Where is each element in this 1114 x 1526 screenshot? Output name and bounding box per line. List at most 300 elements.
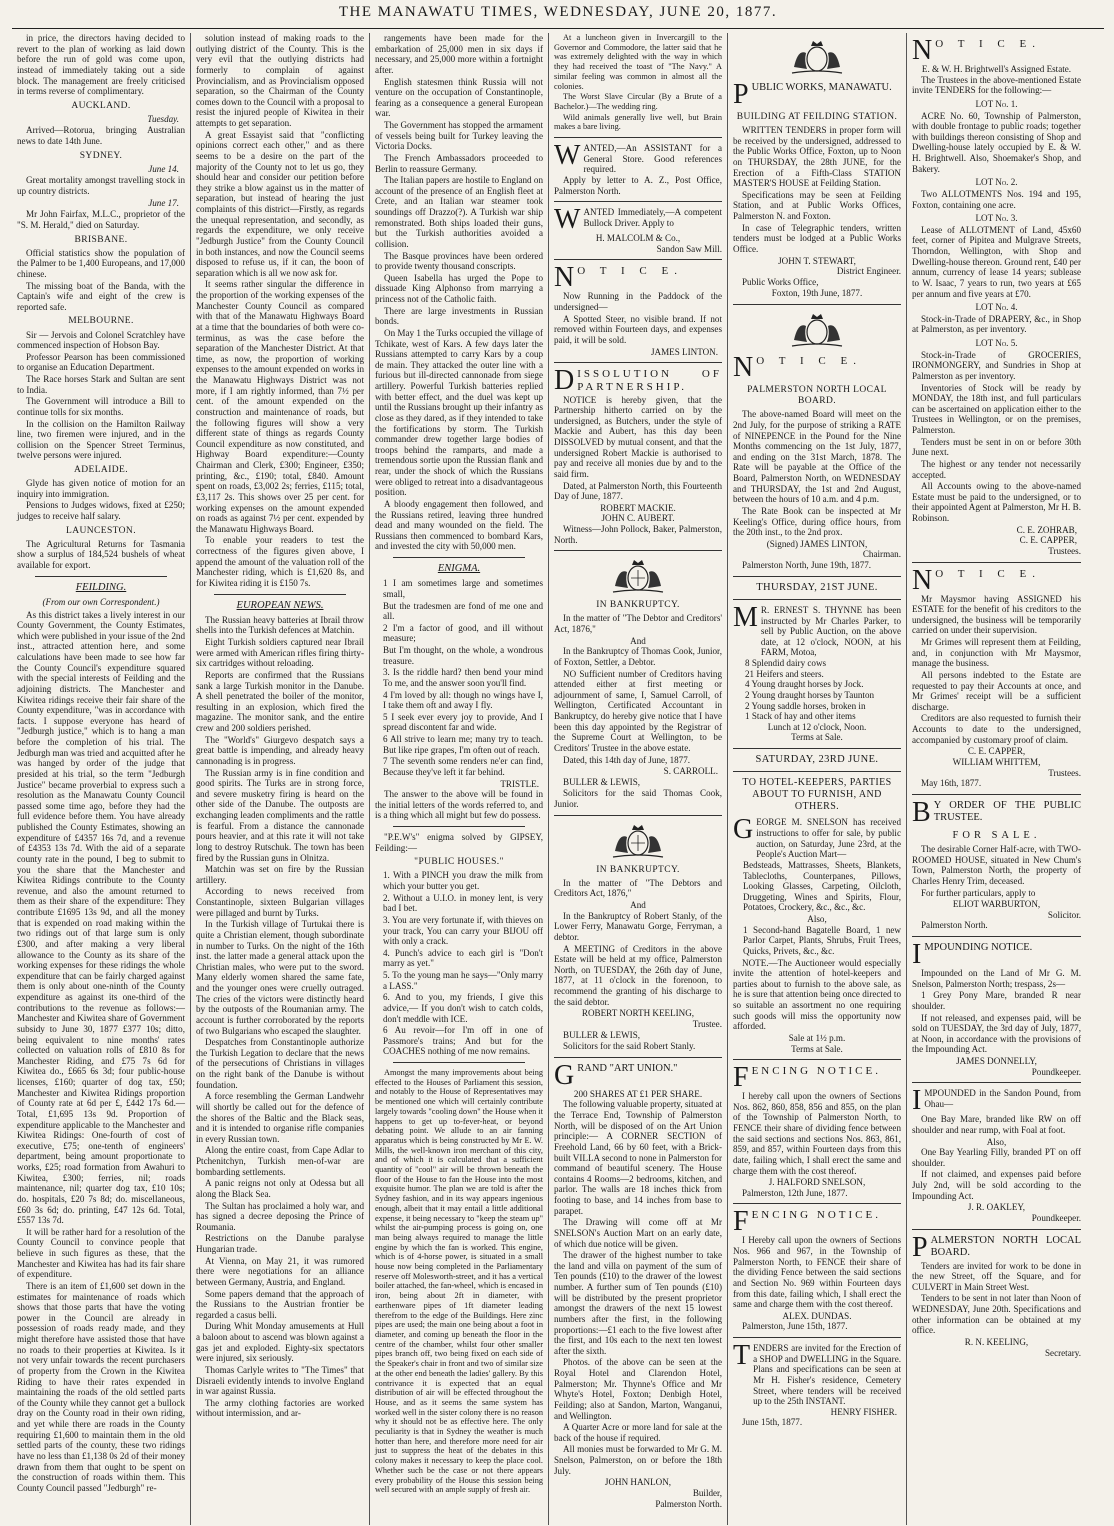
adelaide-text-1: Glyde has given notice of motion for an inquiry into immigration. [17, 478, 185, 499]
list-item: 2 Young saddle horses, broken in [745, 700, 866, 711]
lot-5-heading: LOT No. 5. [975, 338, 1018, 348]
dissolution-heading: ISSOLUTION OF PARTNERSHIP. [577, 368, 722, 394]
verse-line: 2. Without a U.I.O. in money lent, is very bad I bet. [383, 892, 543, 914]
section-divider [35, 576, 167, 577]
melbourne-text-1: Sir — Jervois and Colonel Scratchley have commenced inspection of Hobson Bay. [17, 329, 185, 351]
ad-divider [733, 599, 901, 600]
bankruptcy-1-solicitors: Solicitors for the said Thomas Cook, Junior. [554, 788, 722, 810]
snelson-terms: Terms at Sale. [791, 1043, 843, 1054]
adelaide-text-2: Pensions to Judges widows, fixed at £250; judges to receive half salary. [17, 500, 185, 522]
drop-cap: W [554, 140, 581, 172]
lot-2-heading: LOT No. 2. [975, 177, 1018, 188]
local-board-tenders-text-2: Tenders to be sent in not later than Noon of WEDNESDAY, June 20th. Specifications and other information can be obtained at my office. [912, 1293, 1081, 1336]
local-board-signature: (Signed) JAMES LINTON, [766, 538, 868, 549]
public-trustee-heading: Y ORDER OF THE PUBLIC TRUSTEE. [933, 799, 1081, 824]
section-divider [393, 826, 525, 827]
brightwell-subheading: E. & W. H. Brightwell's Assigned Estate. [921, 64, 1072, 74]
news-item: The Russian army is in fine condition and good spirits. The Turks are in strong force, and severe musketry firing is heard on the other side of the Danube. The outposts are exchanging leaden compliments and the rattle is fearful. From a distance the cannonade pours heavier, and at this rate it will not take long to destroy Rutschuk. The town has been fired by the Russian guns in Olnitza. [196, 767, 364, 863]
art-union-ad [554, 1059, 722, 1091]
list-item: 21 Heifers and steers. [745, 668, 824, 679]
thynne-text: R. ERNEST S. THYNNE has been instructed by Mr Charles Parker, to sell by Public Auction, on the above date, at 12 o'clock, NOON, at his FARM, Motoa, [760, 604, 901, 658]
news-item: Matchin was set on fire by the Russian artillery. [196, 864, 364, 885]
bankruptcy-1-heading: IN BANKRUPTCY. [596, 600, 680, 611]
news-item: A bloody engagement then followed, and the Russians retired, leaving three hundred dead and many wounded on the field. The Russians then commenced to bombard Kars, and invested the city with 50,000 men. [375, 498, 543, 552]
masthead-title: THE MANAWATU TIMES, WEDNESDAY, JUNE 20, 1877. [338, 4, 778, 20]
drop-cap: N [554, 262, 575, 294]
verse-line: But the tradesmen are fond of me one and all. [383, 600, 543, 622]
ad-divider [733, 771, 901, 772]
ad-divider [554, 550, 722, 551]
for-sale-heading: FOR SALE. [952, 829, 1041, 841]
local-board-tenders-title: Secretary. [1044, 1347, 1081, 1358]
wanted-ad-2-signature: H. MALCOLM & Co., [595, 233, 681, 244]
thynne-lunch: Lunch at 12 o'clock, Noon. [767, 721, 867, 732]
wanted-ad-2-place: Sandon Saw Mill. [656, 243, 722, 254]
drop-cap: F [733, 1206, 749, 1238]
maysmor-text-3: All persons indebted to the Estate are requested to pay their Accounts at once, and Mr Grimes' receipt will be a sufficient discharge. [912, 669, 1081, 712]
news-item: A panic reigns not only at Odessa but all along the Black Sea. [196, 1178, 364, 1199]
brightwell-text: The Trustees in the above-mentioned Estate invite TENDERS for the following:— [912, 74, 1081, 96]
bankruptcy-2-text: A MEETING of Creditors in the above Estate will be held at my office, Palmerston North, on TUESDAY, the 26th day of June, 1877, at 11 o'clock in the forenoon, to recommend the granting of his discharge to the said debtor. [554, 943, 722, 1007]
public-houses-heading: "PUBLIC HOUSES." [414, 857, 504, 868]
feilding-paragraph-3: There is an item of £1,600 set down in the estimates for maintenance of roads which shows that those parts that have the voting power in the Council are already in possession of roads ready made, and they might therefore have assisted those that have no roads to their properties at Kiwitea. Is it not very unfair towards the recent purchasers of property from the Crown in the Kiwitea Riding to have their rates expended in maintaining the roads of the old settled parts of the County while they cannot get a bullock dray on the County road in their own riding, and yet while there are roads in the County requiring £1,600 to maintain them in the old settled parts of the county, these two ridings have no less than £1,138 0s 2d of their money drawn from them that ought to be spent on the construction of roads within them. This County Council passed "Jedburgh" re- [17, 1280, 185, 1493]
maysmor-text-2: Mr Grimes will represent them at Feilding, and, in conjunction with Mr Maysmor, manage the business. [912, 637, 1081, 669]
bankruptcy-2-matter: In the matter of "The Debtors and Creditors Act, 1876," [554, 877, 722, 899]
news-item: English statesmen think Russia will not venture on the occupation of Constantinople, fearing as a consequence a general European war. [375, 76, 543, 119]
thynne-ad [733, 601, 901, 658]
section-divider [393, 1062, 525, 1063]
ad-divider [912, 794, 1081, 795]
public-works-text-2: Specifications may be seen at Feilding Station, and at Public Works Offices, Palmerston N. and Foxton. [733, 189, 901, 222]
column-6 [907, 33, 1086, 1525]
maysmor-title: Trustees. [1048, 767, 1081, 778]
snelson-also-items: 1 Second-hand Bagatelle Board, 1 new Parlor Carpet, Plants, Shrubs, Fruit Trees, Quicks, Privets, &c., &c. [743, 924, 901, 956]
ad-divider [912, 562, 1081, 563]
maysmor-signature-2: WILLIAM WHITTEM, [952, 756, 1041, 767]
public-works-title: District Engineer. [836, 266, 901, 277]
bankruptcy-1-matter: In the matter of "The Debtor and Creditors' Act, 1876," [554, 613, 722, 635]
ad-divider [554, 1057, 722, 1058]
drop-cap: G [733, 814, 754, 846]
wanted-ad-1 [554, 140, 722, 175]
adelaide-heading: ADELAIDE. [74, 465, 128, 476]
lot-4-heading: LOT No. 4. [975, 302, 1018, 313]
fencing-notice-2-date: Palmerston, June 15th, 1877. [742, 1321, 848, 1332]
news-item: A force resembling the German Landwehr will shortly be called out for the defence of the shores of the Baltic and the Black seas, and it is intended to organise rifle companies in every Russian town. [196, 1091, 364, 1144]
enigma-heading: ENIGMA. [437, 563, 481, 574]
news-item: The French Ambassadors proceeded to Berlin to reassure Germany. [375, 152, 543, 174]
royal-crest-icon [786, 37, 848, 77]
saturday-heading: SATURDAY, 23RD JUNE. [755, 754, 879, 766]
sydney-heading: SYDNEY. [79, 150, 123, 161]
news-item: The Russian heavy batteries at Ibrail throw shells into the Turkish defences at Matchin. [196, 614, 364, 636]
news-item: The Italian papers are hostile to England on account of the presence of an English fleet at Crete, and an Italian war steamer took soundings off Drazzo(?). A Turkish war ship remonstrated. Both ships loaded their guns, but the Turkish authorities avoided a collision. [375, 175, 543, 249]
for-sale-text-2: For further particulars, apply to [921, 887, 1036, 898]
bankruptcy-1-signature: S. CARROLL. [663, 766, 718, 777]
column-5 [728, 33, 907, 1525]
melbourne-text-4: The Government will introduce a Bill to continue tolls for six months. [17, 396, 185, 417]
enigma-signature: TRISTLE. [500, 778, 539, 789]
verse-line: 3. Is the riddle hard? then bend your mind To me, and the answer soon you'll find. [383, 667, 543, 688]
news-item: During Whit Monday amusements at Hull a baloon about to ascend was blown against a gas jet and exploded. Eighty-six spectators were injured, six seriously. [196, 1321, 364, 1364]
hotel-keepers-heading: TO HOTEL-KEEPERS, PARTIES ABOUT TO FURNISH, AND OTHERS. [742, 777, 892, 812]
local-board-title: Chairman. [862, 549, 901, 560]
royal-crest-icon [607, 821, 669, 861]
bankruptcy-2-debtor: In the Bankruptcy of Robert Stanly, of the Lower Ferry, Manawatu Gorge, Ferryman, a debtor. [554, 910, 722, 942]
impounding-notice-1-title: Poundkeeper. [1031, 1066, 1081, 1077]
ad-divider [554, 137, 722, 138]
maysmor-signature-1: C. E. CAPPER, [967, 746, 1026, 757]
wanted-ad-1-text: ANTED,—An ASSISTANT for a General Store. Good references required. [583, 143, 722, 175]
public-trustee-ad [912, 796, 1081, 828]
brightwell-signature-2: C. E. CAPPER, [1019, 535, 1077, 546]
art-union-text-1: The following valuable property, situated at the Terrace End, Township of Palmerston North, will be disposed of on the Art Union principle:— A CORNER SECTION of Freehold Land, 66 by 60 feet, with a Brick-built VILLA second to none in Palmerston for command of beautiful scenery. The House contains 4 Rooms—2 bedrooms, kitchen, and parlor. The walls are 18 inches thick from footing to base, and 14 inches from base to parapet. [554, 1099, 723, 1216]
lot-1-text: ACRE No. 60, Township of Palmerston, with double frontage to public roads; together with buildings thereon consisting of Shop and Dwelling-house lately occupied by E. & W. H. Brightwell. Also, Shoemaker's Shop, and Bakery. [912, 110, 1081, 174]
art-union-text-3: The drawer of the highest number to take the land and villa on payment of the sum of Ten pounds (£10) to the drawer of the lowest number. A further sum of Ten pounds (£10) will be distributed by the present proprietor amongst the drawers of the next 15 lowest numbers after the first, in the following proportions:—£1 each to the five lowest after the first, and 10s each to the next ten lowest after the sixth. [554, 1250, 722, 1356]
list-item: 8 Splendid dairy cows [745, 658, 827, 669]
news-item: Despatches from Constantinople authorize the Turkish Legation to declare that the news of the persecutions of Christians in villages on the right bank of the Danube is without foundation. [196, 1037, 364, 1090]
bankruptcy-1-date: Dated, this 14th day of June, 1877. [563, 754, 691, 765]
enigma-answer: The answer to the above will be found in the initial letters of the words referred to, and is a thing which all might but few do possess. [375, 789, 543, 821]
bankruptcy-2-signature: ROBERT NORTH KEELING, [581, 1008, 695, 1019]
bankruptcy-2-heading: IN BANKRUPTCY. [596, 864, 680, 875]
art-union-shares: 200 SHARES AT £1 PER SHARE. [573, 1088, 703, 1099]
lot-3-text: Lease of ALLOTMENT of Land, 45x60 feet, corner of Pipitea and Mulgrave Streets, Thorndon, Wellington, with Shop and Dwelling-house thereon. Ground rent, £40 per annum, currency of lease 14 years; sublease to W. Isaac, 7 years to run, two years at £65 per annum and five years at £70. [912, 224, 1081, 299]
ad-divider [733, 748, 901, 749]
list-item: 1 Stack of hay and other items [745, 711, 856, 722]
news-item: According to news received from Constantinople, sixteen Bulgarian villages were pillaged and burnt by Turks. [196, 886, 364, 918]
impounding-notice-1-text: Impounded on the Land of Mr G. M. Snelson, Palmerston North; trespass, 2s— [912, 968, 1081, 989]
local-board-tenders [912, 1231, 1081, 1263]
impounding-notice-1-text-2: If not released, and expenses paid, will be sold on TUESDAY, the 3rd day of July, 1877, at Noon, in accordance with the provisions of the Impounding Act. [912, 1012, 1081, 1055]
maysmor-text-1: Mr Maysmor having ASSIGNED his ESTATE for the benefit of his creditors to the undersigned, the business will be temporarily carried on under their supervision. [912, 593, 1081, 636]
notice-signature: JAMES LINTON. [650, 346, 718, 357]
dissolution-witness: Witness—John Pollock, Baker, Palmerston, North. [554, 524, 722, 545]
bankruptcy-1-firm: BULLER & LEWIS, [563, 776, 641, 787]
public-works-text-1: WRITTEN TENDERS in proper form will be received by the undersigned, addressed to the Public Works Office, Foxton, up to Noon on THURSDAY, the 28th JUNE, for the Erection of a Fifth-Class STATION MASTER'S HOUSE at Feilding Station. [733, 125, 901, 189]
local-board-date: Palmerston North, June 19th, 1877. [742, 560, 872, 571]
news-item: Thomas Carlyle writes to "The Times" that Disraeli evidently intends to involve England in war against Russia. [196, 1364, 364, 1397]
dissolution-signature-2: JOHN C. AUBERT. [601, 513, 675, 524]
for-sale-title: Solicitor. [1047, 909, 1081, 920]
brisbane-text-2: The missing boat of the Banda, with the Captain's wife and eight of the crew is reported safe. [17, 280, 185, 312]
art-union-text-2: The Drawing will come off at Mr SNELSON's Auction Mart on an early date, of which due notice will be given. [554, 1217, 722, 1249]
notice-text-2: A Spotted Steer, no visible brand. If not removed within Fourteen days, and expenses paid, it will be sold. [554, 313, 722, 345]
snelson-text: EORGE M. SNELSON has received instructions to offer for sale, by public auction, on Saturday, June 23rd, at the People's Auction Mart— [756, 817, 901, 860]
brightwell-text-2: Inventories of Stock will be ready by MONDAY, the 18th inst, and full particulars can be ascertained on application either to the Trustees in Wellington, or on the premises, Palmerston. [912, 382, 1081, 435]
wild-animals-item: Wild animals generally live well, but Brain makes a bare living. [554, 112, 722, 132]
feilding-cont-2: A great Essayist said that "conflicting opinions correct each other," and as there seems to be a desire on the part of the majority of the County not to let us go, they should hear and consider our petition before they strike a blow against us in the matter of separation, but instead of hearing the just complaints of this district—Firstly, as regards the unequal representation, and secondly, as regards the expenditure, we only receive "Jedburgh Justice" from the County Council in both instances, and now the Council seems disposed to refuse us, if it can, the boon of separation which is all we now ask for. [196, 129, 364, 278]
art-union-place: Palmerston North. [655, 1498, 722, 1509]
column-1 [12, 33, 191, 1525]
auckland-text: Arrived—Rotorua, bringing Australian news to date 14th June. [17, 125, 185, 147]
local-board-subheading: PALMERSTON NORTH LOCAL BOARD. [747, 385, 887, 407]
bankruptcy-2-title: Trustee. [692, 1018, 722, 1029]
sydney-text-2: Mr John Fairfax, M.L.C., proprietor of the "S. M. Herald," died on Saturday. [17, 209, 185, 230]
melbourne-text-2: Professor Pearson has been commissioned to organise an Education Department. [17, 351, 185, 373]
impounding-notice-1-item: 1 Grey Pony Mare, branded R near shoulder. [912, 990, 1081, 1011]
news-item: Some papers demand that the approach of the Russians to the Austrian frontier be regarded a casus belli. [196, 1288, 364, 1320]
slave-item: The Worst Slave Circular (By a Brute of a Bachelor.)—The wedding ring. [554, 92, 722, 111]
ad-divider [554, 259, 722, 260]
fencing-notice-2-heading: ENCING NOTICE. [751, 1209, 881, 1222]
impounding-notice-1-signature: JAMES DONNELLY, [956, 1056, 1037, 1067]
drop-cap: F [733, 1062, 749, 1094]
enigma-verse [375, 578, 543, 777]
launceston-heading: LAUNCESTON. [66, 525, 136, 536]
thynne-terms: Terms at Sale. [791, 732, 843, 743]
art-union-title: Builder, [692, 1487, 722, 1498]
enigma-solved: "P.E.W's" enigma solved by GIPSEY, Feilding:— [375, 832, 543, 853]
wanted-ad-2-text: ANTED Immediately,—A competent Bullock Driver. Apply to [583, 207, 722, 228]
auckland-date: Tuesday. [147, 113, 179, 124]
auckland-heading: AUCKLAND. [71, 100, 131, 111]
news-item: Queen Isabella has urged the Pope to dissuade King Alphonso from marrying a princess not of the Catholic faith. [375, 272, 543, 304]
impounding-notice-1-heading: MPOUNDING NOTICE. [924, 942, 1033, 954]
brightwell-notice-heading: O T I C E. [935, 38, 1041, 50]
dissolution-text: NOTICE is hereby given, that the Partnership hitherto carried on by the undersigned, as Butchers, under the style of Mackie and Aubert, has this day been DISSOLVED by mutual consent, and that the undersigned Robert Mackie is authorised to pay and receive all monies due by and to the said firm. [554, 394, 722, 479]
art-union-text-5: A Quarter Acre or more land for sale at the back of the house if required. [554, 1422, 722, 1443]
ad-divider [733, 1337, 901, 1338]
section-divider [214, 594, 346, 595]
bankruptcy-2-firm: BULLER & LEWIS, [563, 1029, 641, 1040]
launceston-text: The Agricultural Returns for Tasmania show a surplus of 184,524 bushels of wheat available for export. [17, 538, 185, 571]
news-item: Along the entire coast, from Cape Adlar to Ptchenitchyn, Turkish men-of-war are bombarding settlements. [196, 1145, 364, 1177]
sydney-text-1: Great mortality amongst travelling stock in up country districts. [17, 175, 185, 197]
verse-line: 6 Au revoir—for I'm off in one of Passmore's trains; And but for the COACHES nothing of me now remains. [383, 1025, 543, 1057]
melbourne-heading: MELBOURNE. [68, 316, 134, 327]
feilding-heading: FEILDING. [75, 581, 127, 593]
sydney-date-1: June 14. [148, 163, 179, 174]
melbourne-text-3: The Race horses Stark and Sultan are sent to India. [17, 374, 185, 395]
maysmor-date: May 16th, 1877. [921, 778, 982, 789]
lot-3-heading: LOT No. 3. [975, 213, 1018, 224]
fencing-notice-1-signature: J. HALFORD SNELSON, [768, 1177, 866, 1188]
local-board-tenders-signature: R. N. KEELING, [964, 1336, 1029, 1347]
ad-divider [733, 576, 901, 577]
wanted-ad-2 [554, 204, 722, 236]
column-3 [370, 33, 549, 1525]
royal-crest-icon [607, 556, 669, 596]
fencing-notice-1 [733, 1062, 901, 1094]
bankruptcy-2-and: And [630, 900, 646, 910]
drop-cap: P [733, 79, 749, 110]
verse-line: 1 I am sometimes large and sometimes small, [383, 578, 543, 599]
drop-cap: M [733, 601, 758, 633]
tenders-signature: HENRY FISHER. [830, 1406, 897, 1417]
local-board-text-1: The above-named Board will meet on the 2nd July, for the purpose of striking a RATE of NINEPENCE in the Pound for the Nine Months commencing on the 1st July, 1877, and ending on the 31st March, 1878. The Rate will be payable at the Office of the Board, Palmerston North, on WEDNESDAY and THURSDAY, the 1st and 2nd August, between the hours of 10 a.m. and 4 p.m. [733, 409, 901, 505]
local-board-notice [733, 352, 901, 384]
masthead [12, 4, 1104, 29]
impounding-notice-2-text: If not claimed, and expenses paid before July 2nd, will be sold according to the Impounding Act. [912, 1169, 1081, 1201]
intro-text: in price, the directors having decided to revert to the plan of working as laid down before the run of gold was come upon, instead of immediately taking out a side block. The management are freely criticised in terms reverse of complimentary. [17, 33, 185, 97]
wanted-ad-1-apply: Apply by letter to A. Z., Post Office, Palmerston North. [554, 174, 722, 196]
ad-divider [554, 815, 722, 816]
dissolution-signature-1: ROBERT MACKIE. [600, 502, 676, 513]
verse-line: 2 I'm a factor of good, and ill without measure; [383, 622, 543, 644]
verse-line: 4 I'm loved by all: though no wings have I, I take them oft and away I fly. [383, 689, 543, 711]
news-item: Reports are confirmed that the Russians sank a large Turkish monitor in the Danube. A shell penetrated the boiler of the monitor, resulting in an explosion, which fired the magazine. The monitor sank, and the entire crew and 200 soldiers perished. [196, 669, 364, 734]
brightwell-text-4: The highest or any tender not necessarily accepted. [912, 458, 1081, 480]
art-union-heading: RAND "ART UNION." [577, 1062, 678, 1074]
news-item: The army clothing factories are worked without intermission, and ar- [196, 1397, 364, 1419]
bankruptcy-2-solicitors: Solicitors for the said Robert Stanly. [563, 1041, 696, 1052]
ad-divider [733, 1059, 901, 1060]
art-union-text-4: Photos. of the above can be seen at the Royal Hotel and Clarendon Hotel, Palmerston; Mr. Thynne's Office and Mr Whyte's Hotel, Foxton; Denbigh Hotel, Feilding; also at Sandon, Marton, Wanganui, and Wellington. [554, 1357, 722, 1421]
ad-divider [554, 362, 722, 363]
brightwell-text-3: Tenders must be sent in on or before 30th June next. [912, 436, 1081, 458]
brisbane-text-1: Official statistics show the population of the Palmer to be 1,400 Europeans, and 17,000 chinese. [17, 247, 185, 279]
public-works-subheading: BUILDING AT FEILDING STATION. [736, 112, 898, 122]
public-works-ad [733, 79, 901, 110]
news-item: In the Turkish village of Turtukai there is quite a Christian element, though subordinate in number to Turks. On the night of the 16th inst. the latter made a general attack upon the Christian males, who were put to the sword. Many elderly women shared the same fate, and the younger ones were cruelly outraged. The cries of the victors were distinctly heard by the outposts of the Roumanian army. The account is further corroborated by the reports of two Bulgarians who escaped the slaughter. [196, 919, 364, 1036]
drop-cap: N [912, 564, 933, 596]
news-item: rangements have been made for the embarkation of 25,000 men in six days if necessary, and 25,000 more within a fortnight after. [375, 33, 543, 75]
brightwell-title: Trustees. [1048, 545, 1081, 556]
impounding-notice-2-also: Also, [986, 1136, 1007, 1147]
notice-heading: O T I C E. [577, 265, 683, 278]
news-item: There are large investments in Russian bonds. [375, 305, 543, 327]
parliament-article: Amongst the many improvements about being effected to the Houses of Parliament this session, and notably to the House of Representatives may be mentioned one which will certainly contribute largely towards "cooling down" the House when it happens to get up to-fever-heat, or beyond debating point. We allude to an air fanning apparatus which is being constructed by Mr E. W. Mills, the well-known iron merchant of this city, and of which it is calculated that a sufficient quantity of "cool" air will be thrown beneath the floor of the House to fan the House into the most exquisite humor. The plan we are told is after the Sydney fashion, and in its way appears ingenious enough, albeit that it may entail a little additional expense, it being necessary to "keep the steam up" whilst the air-pumping process is going on, one man being always required to manage the little engine by which the fan is worked. This engine, which is of 4-horse power, is situated in a small house now being completed in the Parliamentary reserve off Molesworth-street, and it has a vertical boiler attached, the fan-wheel, which is encased in iron, being about 2ft in diameter, with earthenware pipes of 1ft diameter leading therefrom to the edge of the Buildings. Here zinc pipes are used; the main one being about a foot in diameter, and coming up beneath the floor in the centre of the chamber, whilst four other smaller pipes branch off, two being fixed on each side of the Speaker's chair in front and two of similar size at the other end beneath the ladies' gallery. By this contrivance it is expected that an equal distribution of air will be effected throughout the House, and as it seems the same system has worked well in the sister colony there is no reason why it should not be as effective here. The only peculiarity is that in Sydney the weather is much hotter than here, and therefore more need for air just to suppress the heat of the debates in this colony makes it necessary to keep the place cool. Whether such be the case or not there appears every probability of the House this session being well secured with an ample supply of fresh air. [375, 1068, 543, 1495]
maysmor-notice [912, 564, 1081, 596]
news-item: Restrictions on the Danube paralyse Hungarian trade. [196, 1233, 364, 1255]
ad-divider [554, 201, 722, 202]
impounding-notice-2-title: Poundkeeper. [1031, 1212, 1081, 1223]
public-works-date: Foxton, 19th June, 1877. [771, 288, 863, 299]
melbourne-text-5: In the collision on the Hamilton Railway line, two firemen were injured, and in the collision on the Spencer Street Terminus, twelve persons were injured. [17, 418, 185, 461]
column-4 [549, 33, 728, 1525]
columns [12, 33, 1104, 1525]
brightwell-text-5: All Accounts owing to the above-named Estate must be paid to the undersigned, or to their appointed Agent at Palmerston, Mr H. B. Robinson. [912, 481, 1081, 523]
verse-line: 4. Punch's advice to each girl is "Don't marry as yet." [383, 947, 543, 969]
news-item: The Basque provinces have been ordered to provide twenty thousand conscripts. [375, 250, 543, 272]
lot-4-text: Stock-in-Trade of DRAPERY, &c., in Shop at Palmerston, as per inventory. [912, 313, 1081, 335]
news-item: On May 1 the Turks occupied the village of Tchikate, west of Kars. A few days later the Russians attempted to carry Kars by a coup de main. They attacked the outer line with a furious but ill-directed cannonade from siege artillery. Powerful Turkish batteries replied with better effect, and the duel was kept up until the Russians brought up their infantry as close as they dared, as if they intended to take the fortifications by storm. The Turkish commander drew together large bodies of troops behind the ramparts, and made a tremendous sortie upon the Russian flank and rear, under the shock of which the Russians were obliged to retreat into a disadvantageous position. [375, 327, 543, 498]
snelson-also: Also, [807, 914, 827, 925]
verse-line: 6. And to you, my friends, I give this advice,— If you don't wish to catch colds, don't meddle with ICE. [383, 992, 543, 1024]
public-works-heading: UBLIC WORKS, MANAWATU. [751, 82, 892, 93]
royal-crest-icon [786, 310, 848, 350]
news-item: The Sultan has proclaimed a holy war, and has signed a decree deposing the Prince of Roumania. [196, 1200, 364, 1232]
fencing-notice-2-text: I Hereby call upon the owners of Sections Nos. 966 and 967, in the Township of Palmerston North, to FENCE their share of the dividing Fence between the said sections and Section No. 969 within Fourteen days from this date, failing which, I shall erect the same and charge them with the cost thereof. [733, 1235, 901, 1310]
ad-divider [912, 1082, 1081, 1083]
drop-cap: I [912, 939, 922, 971]
drop-cap: N [912, 35, 933, 66]
drop-cap: D [554, 365, 575, 397]
news-item: The Government has stopped the armament of vessels being built for Turkey leaving the Victoria Docks. [375, 120, 543, 152]
bankruptcy-1-and: And [630, 635, 646, 646]
local-board-text-2: The Rate Book can be inspected at Mr Keeling's Office, during office hours, from the 20th inst., to the 2nd prox. [733, 505, 901, 538]
fencing-notice-1-text: I hereby call upon the owners of Sections Nos. 862, 860, 858, 856 and 855, on the plan of the Township of Palmerston North, to FENCE their share of dividing fence between the said sections and sections Nos. 863, 861, 859, and 857, within Fourteen days from this date, failing which, I shall erect the same and charge them with the cost thereof. [733, 1091, 901, 1176]
news-item: Eight Turkish soldiers captured near Ibrail were armed with American rifles firing thirty-six cartridges without reloading. [196, 637, 364, 669]
drop-cap: W [554, 204, 581, 236]
feilding-cont-4: To enable your readers to test the correctness of the figures given above, I append the amount of the valuation roll of the Manchester riding, which is £1,620 8s, and for Kiwitea riding it is £150 7s. [196, 535, 364, 588]
snelson-note: NOTE.—The Auctioneer would especially invite the attention of hotel-keepers and parties about to furnish to the above sale, as he is sure that attention being once directed to so suitable an assortment no one requiring such goods will miss the opportunity now afforded. [733, 957, 901, 1032]
lot-5-text: Stock-in-Trade of GROCERIES, IRONMONGERY, and Sundries in Shop at Palmerston as per inventory. [912, 349, 1081, 381]
fencing-notice-2 [733, 1206, 901, 1238]
drop-cap: P [912, 1231, 928, 1263]
section-divider [393, 557, 525, 558]
verse-line: But I'm thought, on the whole, a wondrous treasure. [383, 645, 543, 666]
feilding-cont-1: solution instead of making roads to the outlying district of the County. This is the very evil that the outlying districts had formerly to complain of against Provincialism, and as Provincialism opposed separation, so the Chairman of the County comes down to the Council with a proposal to resist the injured people of Kiwitea in their attempts to get separation. [196, 33, 364, 128]
tenders-text: ENDERS are invited for the Erection of a SHOP and DWELLING in the Square. Plans and specifications can be seen at Mr H. Fisher's residence, Cemetery Street, where tenders will be received up to the 25th INSTANT. [753, 1343, 901, 1407]
feilding-paragraph-1: As this district takes a lively interest in our County Government, the County Estimates, which were published in your issue of the 2nd inst., attracted attention here, and some calculations have been made to see how far the County Council's expenditure squared with the special interests of Feilding and the adjoining districts. The Manchester and Kiwitea ridings receive their fair share of the County expenditure, "was in accordance with facts. I suppose everyone has heard of "Jedburgh justice," which is to hang a man before the completion of his trial. The Jedburgh man was tried and acquitted after he was hanged by order of the judge that presided at his trial, so the term "Jedburgh Justice" became proverbial to express such a resolution as the Manawatu County Council passed some time ago, before they had the full evidence before them. You have already published the County Estimates, showing an expenditure of £4357 16s 7d, and a revenue of £4353 13s 7d. With the aid of a separate county rate in the pound, I beg to submit to you the share that the Manchester and Kiwitea Ridings contribute to the County revenue, and also the amount returned to them as their share of the expenditure: They contribute £1695 13s 9d, and all the money that is expended on road making within the two ridings out of that large sum is only £300, and after making a very liberal allowance to the County as its share of the working expenses for these ridings the whole expenditure that can be fairly charged against them is only about one-ninth of the County expenditure as against its one-third of the contributions to the revenue as follows:—Manchester and Kiwitea share of Government subsidy to June 30, 1877 £377 10s; ditto, being equivalent to nine months' rates collected on valuation rolls of £810 8s for Manchester Riding, and £75 7s 6d for Kiwitea do., £665 6s 3d; four public-house licenses, £160; quarter of dog tax, £50; Manchester and Kiwitea Ridings proportion of County rate at 6d per £, £442 17s 6d.—Total, £1,695 13s 9d. Proportion of expenditure applicable to the Manchester and Kiwitea Ridings: One-fourth of cost of executive, £75; one-tenth of engineers' department, being amount proportionate to works, £25; road formation from Awahuri to Kiwitea, £300; ferries, nil; roads maintenance, nil; quarter dog tax, £10 10s; do. hospitals, £20 7s 8d; do. miscellaneous, £60 3s 6d; do. printing, £47 12s 6d. Total, £557 13s 7d. [17, 609, 185, 1226]
fencing-notice-2-signature: ALEX. DUNDAS. [782, 1310, 852, 1321]
impounding-notice-2-signature: J. R. OAKLEY, [967, 1202, 1026, 1213]
public-works-text-3: In case of Telegraphic tenders, written tenders must be lodged at a Public Works Office. [733, 222, 901, 254]
notice-ad [554, 262, 722, 294]
ad-divider [733, 1203, 901, 1204]
brightwell-signature-1: C. E. ZOHRAB, [1016, 524, 1077, 535]
snelson-time: Sale at 1½ p.m. [788, 1032, 846, 1043]
snelson-items: Bedsteads, Mattrasses, Sheets, Blankets, Tablecloths, Counterpanes, Pillows, Looking Glasses, Carpeting, Oilcloth, Druggeting, Wines and Spirits, Flour, Potatoes, Crockery, &c., &c., &c. [743, 859, 901, 913]
public-works-place: Public Works Office, [742, 276, 819, 287]
public-houses-verse [375, 870, 543, 1057]
drop-cap: N [733, 352, 754, 384]
bankruptcy-1-text: NO Sufficient number of Creditors having attended either at first meeting or adjournment of same, I, Samuel Carroll, of Wellington, Certificated Accountant in Bankruptcy, do hereby give notice that I have been this day appointed by the Registrar of the Supreme Court at Wellington, to be Creditors' Trustee in the above estate. [554, 668, 722, 753]
public-works-signature: JOHN T. STEWART, [778, 255, 856, 266]
for-sale-text-1: The desirable Corner Half-acre, with TWO-ROOMED HOUSE, situated in New Chum's Town, Palmerston North, the property of Charles Henry Trim, deceased. [912, 844, 1081, 886]
local-board-notice-heading: O T I C E. [756, 355, 862, 368]
local-board-tenders-heading: ALMERSTON NORTH LOCAL BOARD. [930, 1234, 1081, 1258]
art-union-signature: JOHN HANLON, [604, 1477, 672, 1488]
dissolution-ad [554, 365, 722, 397]
lot-2-text: Two ALLOTMENTS Nos. 194 and 195, Foxton, containing one acre. [912, 188, 1081, 210]
verse-line: 6 All strive to learn me; many try to teach. But like ripe grapes, I'm often out of reach. [383, 734, 543, 755]
verse-line: 7 The seventh some renders ne'er can find, Because they've left it far behind. [383, 756, 543, 777]
ad-divider [733, 304, 901, 305]
feilding-cont-3: It seems rather singular the difference in the proportion of the working expenses of the Manchester County Council as compared with that of the Manawatu Highways Board at a time that the boundaries of both were co-terminus, as was the case before the separation of the Manchester District. At that time, as now, the proportion of working expenses to the amount expended on works in the Manawatu Highways District was not more, if I am rightly informed, than 7½ per cent. of the amount expended on the construction and maintenance of roads, but the following figures will show a very different state of things as regards County Council expenditure as now constituted, and Highway Board expenditure:—County Chairman and Clerk, £300; Engineer, £350; printing, &c., £190; total, £840. Amount spent on roads, £3,002 2s; ferries, £115; total, £3,117 2s. This shows over 25 per cent. for working expenses on the amount expended on roads as against 7½ per cent. expended by the Manawatu Highways Board. [196, 279, 364, 534]
art-union-text-6: All monies must be forwarded to Mr G. M. Snelson, Palmerston, on or before the 18th July. [554, 1444, 722, 1476]
brisbane-heading: BRISBANE. [74, 234, 128, 245]
impounding-notice-1 [912, 939, 1081, 971]
maysmor-text-4: Creditors are also requested to furnish their Accounts to date to the undersigned, accompanied by customary proof of claim. [912, 713, 1081, 745]
lot-1-heading: LOT No. 1. [975, 98, 1018, 109]
list-item: 4 Young draught horses by Jock. [745, 679, 864, 690]
european-news-heading: EUROPEAN NEWS. [236, 599, 324, 611]
verse-line: 5. To the young man he says—"Only marry a LASS." [383, 970, 543, 991]
tenders-date: June 15th, 1877. [742, 1417, 803, 1428]
notice-text-1: Now Running in the Paddock of the undersigned— [554, 291, 722, 313]
column-2 [191, 33, 370, 1525]
drop-cap: G [554, 1059, 575, 1091]
thynne-list [745, 658, 901, 722]
brightwell-notice [912, 35, 1081, 66]
sydney-date-2: June 17. [148, 197, 179, 208]
maysmor-notice-heading: O T I C E. [935, 567, 1041, 580]
impounding-notice-2-item-2: One Bay Yearling Filly, branded PT on off shoulder. [912, 1147, 1081, 1168]
tenders-ad [733, 1340, 901, 1407]
verse-line: 1. With a PINCH you draw the milk from which your butter you get. [383, 870, 543, 892]
drop-cap: T [733, 1340, 751, 1372]
dissolution-date: Dated, at Palmerston North, this Fourteenth Day of June, 1877. [554, 480, 722, 502]
verse-line: 3. You are very fortunate if, with thieves on your track, You can carry your BIJOU off with only a crack. [383, 914, 543, 947]
snelson-ad [733, 814, 901, 860]
impounding-notice-2-heading: MPOUNDED in the Sandon Pound, from Ohau— [924, 1088, 1081, 1109]
luncheon-item: At a luncheon given in Invercargill to the Governor and Commodore, the latter said that he was extremely delighted with the way in which they had received the toast of "The Navy." A similar feeling was common in almost all the colonies. [554, 33, 722, 91]
feilding-subheading: (From our own Correspondent.) [42, 596, 160, 607]
list-item: 2 Young draught horses by Taunton [745, 689, 875, 700]
impounding-notice-2-item: One Bay Mare, branded like RW on off shoulder and near rump, with Foal at foot. [912, 1114, 1081, 1135]
for-sale-signature: ELIOT WARBURTON, [952, 899, 1041, 910]
news-item: The "World's" Giurgevo despatch says a great battle is impending, and already heavy cannonading is in progress. [196, 734, 364, 766]
drop-cap: I [912, 1085, 922, 1117]
news-item: At Vienna, on May 21, it was rumored there were negotiations for an alliance between Germany, Austria, and England. [196, 1255, 364, 1287]
feilding-paragraph-2: It will be rather hard for a resolution of the County Council to convince people that believe in such figures as these, that the Manchester and Kiwitea has had its fair share of expenditure. [17, 1226, 185, 1280]
for-sale-place: Palmerston North. [921, 920, 988, 931]
fencing-notice-1-heading: ENCING NOTICE. [751, 1065, 881, 1078]
bankruptcy-1-debtor: In the Bankruptcy of Thomas Cook, Junior, of Foxton, Settler, a Debtor. [554, 646, 722, 667]
